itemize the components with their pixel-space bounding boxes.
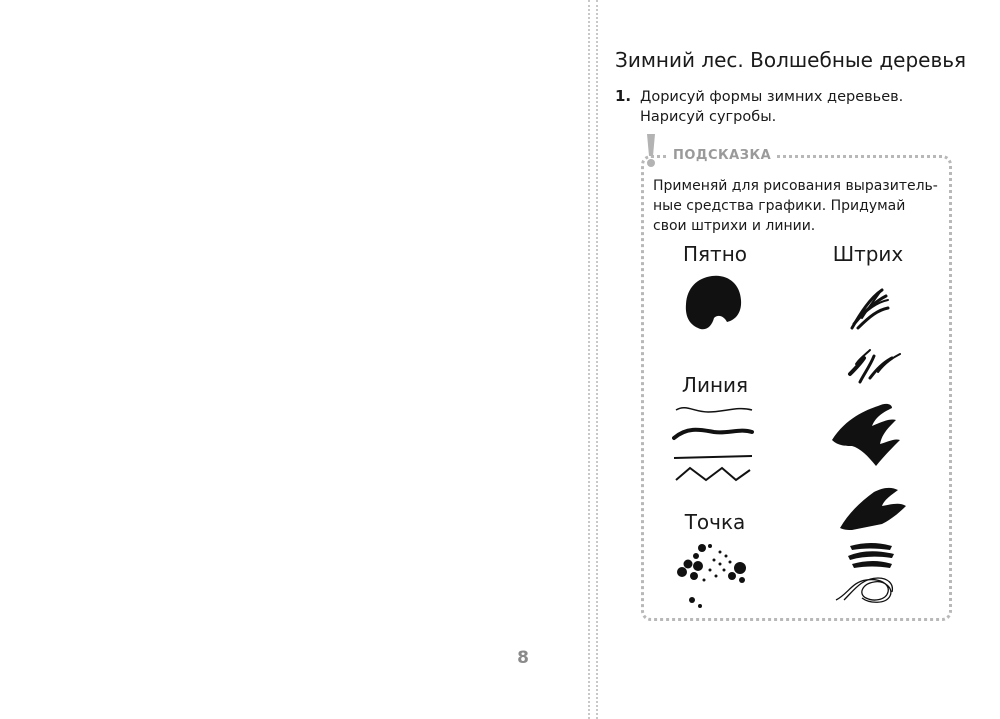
task-text: Дорисуй формы зимних деревьев. Нарисуй сугробы. (640, 89, 904, 125)
line-samples-illustration (672, 402, 756, 488)
category-dot-label: Точка (684, 510, 746, 534)
page-number: 8 (517, 648, 529, 668)
task-number: 1. (615, 87, 632, 105)
spot-blob-illustration (682, 272, 744, 332)
category-spot-label: Пятно (682, 242, 748, 266)
hint-label: ПОДСКАЗКА (667, 148, 777, 163)
page-title: Зимний лес. Волшебные деревья (615, 48, 967, 72)
exclamation-icon (644, 132, 658, 168)
category-line-label: Линия (681, 373, 749, 397)
hint-text: Применяй для рисования выразитель-ные средства графики. Придумай свои штрихи и линии. (653, 178, 938, 234)
stroke-samples-illustration (826, 278, 922, 608)
dot-samples-illustration (674, 540, 754, 612)
category-stroke-label: Штрих (832, 242, 904, 266)
page-spine-left (588, 0, 594, 719)
